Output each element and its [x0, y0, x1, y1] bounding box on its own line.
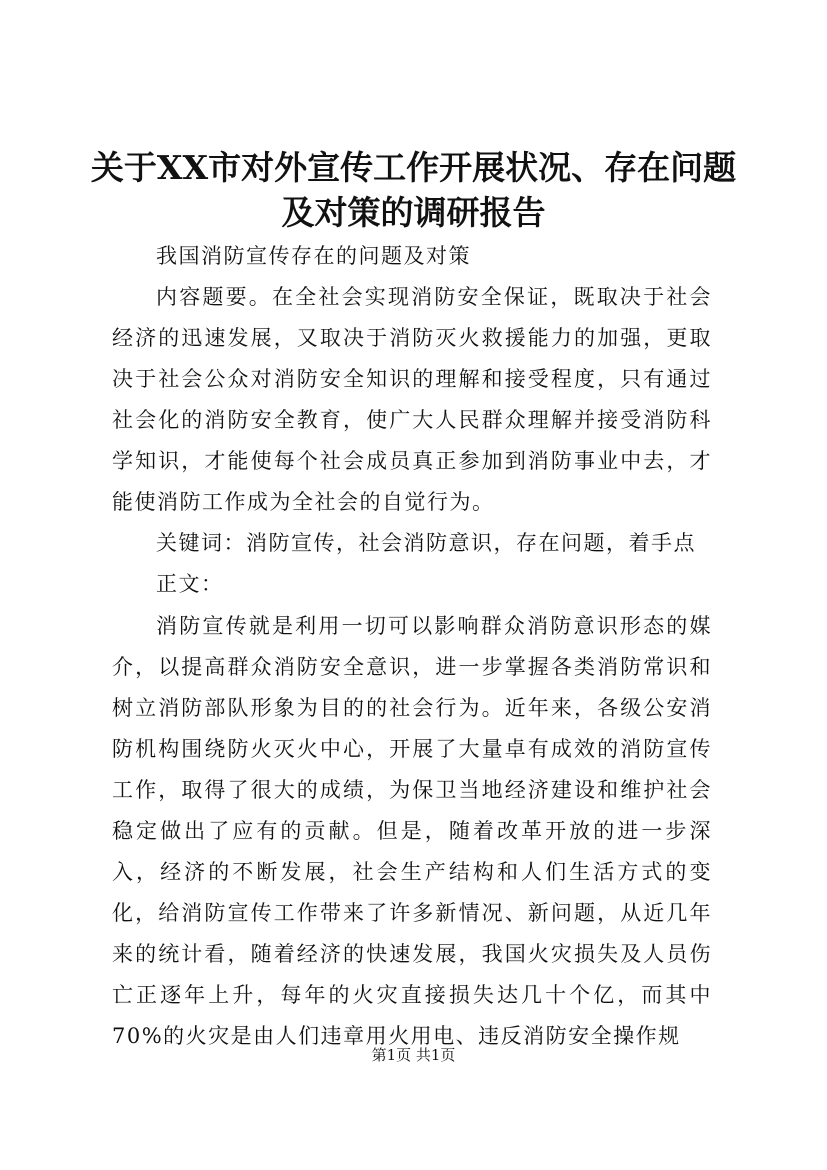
document-subtitle: 我国消防宣传存在的问题及对策: [156, 244, 471, 268]
document-title-line-1: 关于XX市对外宣传工作开展状况、存在问题: [90, 148, 737, 187]
abstract-paragraph: 内容题要。在全社会实现消防安全保证，既取决于社会经济的迅速发展，又取决于消防灭火救援能力的加强，更取决于社会公众对消防安全知识的理解和接受程度，只有通过社会化的消防安全教育，使广大人民群众理解并接受消防科学知识，才能使每个社会成员真正参加到消防事业中去，才能使消防工作成为全社会的自觉行为。: [112, 285, 712, 514]
page-number-label: 第1页 共1页: [371, 1046, 456, 1064]
body-label: 正文：: [156, 572, 224, 596]
body-paragraph: 消防宣传就是利用一切可以影响群众消防意识形态的媒介，以提高群众消防安全意识，进一步掌握各类消防常识和树立消防部队形象为目的的社会行为。近年来，各级公安消防机构围绕防火灭火中心，开展了大量卓有成效的消防宣传工作，取得了很大的成绩，为保卫当地经济建设和维护社会稳定做出了应有的贡献。但是，随着改革开放的进一步深入，经济的不断发展，社会生产结构和人们生活方式的变化，给消防宣传工作带来了许多新情况、新问题，从近几年来的统计看，随着经济的快速发展，我国火灾损失及人员伤亡正逐年上升，每年的火灾直接损失达几十个亿，而其中70%的火灾是由人们违章用火用电、违反消防安全操作规: [112, 614, 712, 1048]
document-title-line-2: 及对策的调研报告: [281, 193, 546, 232]
keywords-paragraph: 关键词：消防宣传，社会消防意识，存在问题，着手点: [156, 531, 696, 555]
page-footer: [0, 1045, 827, 1065]
